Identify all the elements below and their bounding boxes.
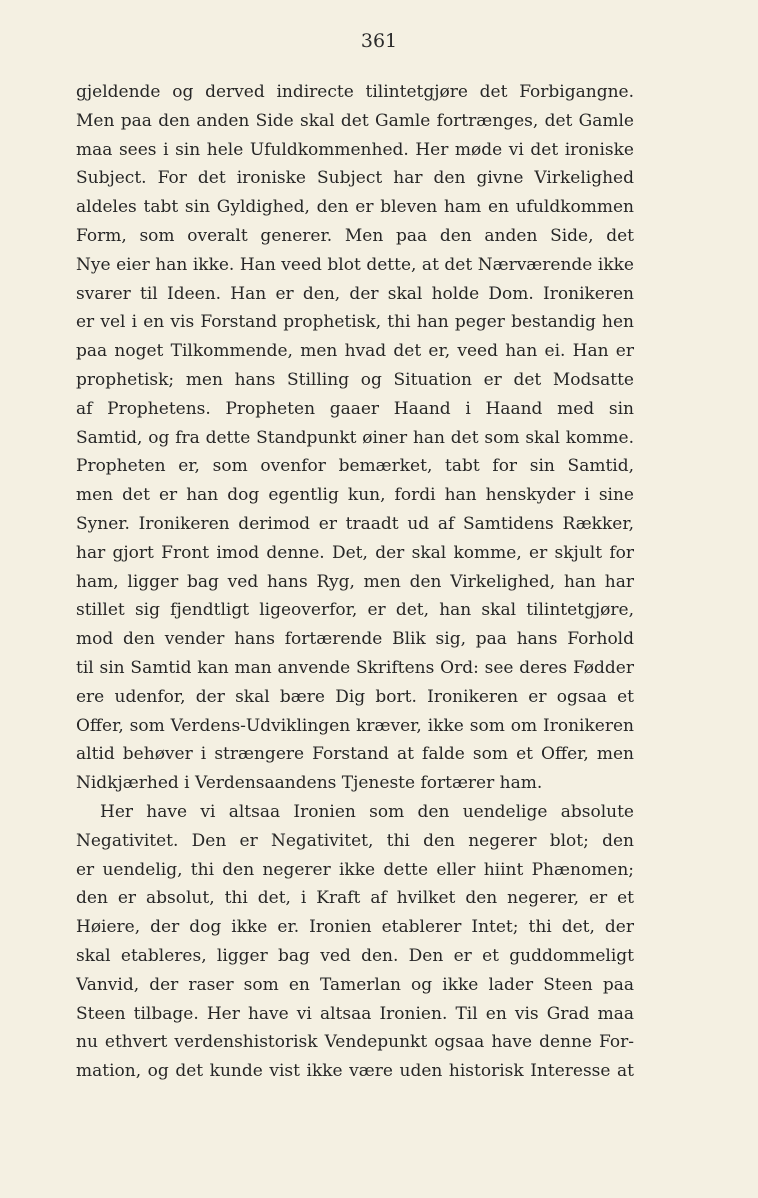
text-line: stillet sig fjendtligt ligeoverfor, er det, han skal tilintetgjøre, <box>76 600 634 621</box>
text-line: ham, ligger bag ved hans Ryg, men den Virkelighed, han har <box>76 571 634 592</box>
text-line: er vel i en vis Forstand prophetisk, thi han peger bestandig hen <box>76 312 634 333</box>
text-line: har gjort Front imod denne. Det, der skal komme, er skjult for <box>76 542 634 563</box>
text-line: mation, og det kunde vist ikke være uden historisk Interesse at <box>76 1061 634 1082</box>
text-line: Offer, som Verdens-Udviklingen kræver, ikke som om Ironikeren <box>76 715 634 736</box>
text-line: ere udenfor, der skal bære Dig bort. Ironikeren er ogsaa et <box>76 686 634 707</box>
text-line: Samtid, og fra dette Standpunkt øiner han det som skal komme. <box>76 427 634 448</box>
text-line: prophetisk; men hans Stilling og Situation er det Modsatte <box>76 369 634 390</box>
text-line: Høiere, der dog ikke er. Ironien etablerer Intet; thi det, der <box>76 917 634 938</box>
text-line: mod den vender hans fortærende Blik sig, paa hans Forhold <box>76 629 634 650</box>
text-line: Propheten er, som ovenfor bemærket, tabt for sin Samtid, <box>76 456 634 477</box>
body-text <box>76 78 634 1086</box>
text-line: Syner. Ironikeren derimod er traadt ud af Samtidens Rækker, <box>76 513 634 534</box>
text-line: nu ethvert verdenshistorisk Vendepunkt ogsaa have denne For- <box>76 1032 634 1053</box>
text-line: Negativitet. Den er Negativitet, thi den negerer blot; den <box>76 830 634 851</box>
text-line: altid behøver i strængere Forstand at falde som et Offer, men <box>76 744 634 765</box>
text-line: Vanvid, der raser som en Tamerlan og ikke lader Steen paa <box>76 974 634 995</box>
text-line: den er absolut, thi det, i Kraft af hvilket den negerer, er et <box>76 888 634 909</box>
text-line: svarer til Ideen. Han er den, der skal holde Dom. Ironikeren <box>76 283 634 304</box>
text-line: Nye eier han ikke. Han veed blot dette, at det Nærværende ikke <box>76 254 634 275</box>
text-line: er uendelig, thi den negerer ikke dette eller hiint Phænomen; <box>76 859 634 880</box>
text-line: Nidkjærhed i Verdensaandens Tjeneste fortærer ham. <box>76 773 543 794</box>
text-line: til sin Samtid kan man anvende Skriftens Ord: see deres Fødder <box>76 657 634 678</box>
text-line: maa sees i sin hele Ufuldkommenhed. Her møde vi det ironiske <box>76 139 634 160</box>
text-line: gjeldende og derved indirecte tilintetgjøre det Forbigangne. <box>76 82 634 102</box>
text-line: Subject. For det ironiske Subject har den givne Virkelighed <box>76 168 634 189</box>
text-line: paa noget Tilkommende, men hvad det er, veed han ei. Han er <box>76 341 634 362</box>
text-line: Men paa den anden Side skal det Gamle fortrænges, det Gamle <box>76 110 634 131</box>
text-line: skal etableres, ligger bag ved den. Den er et guddommeligt <box>76 945 634 966</box>
text-line: Her have vi altsaa Ironien som den uendelige absolute <box>100 801 634 822</box>
text-line: aldeles tabt sin Gyldighed, den er bleven ham en ufuldkommen <box>76 197 634 218</box>
text-line: men det er han dog egentlig kun, fordi han henskyder i sine <box>76 485 634 506</box>
text-line: Steen tilbage. Her have vi altsaa Ironien. Til en vis Grad maa <box>76 1003 634 1024</box>
text-line: Form, som overalt generer. Men paa den anden Side, det <box>76 225 634 246</box>
text-line: af Prophetens. Propheten gaaer Haand i Haand med sin <box>76 398 634 419</box>
page-number: 361 <box>360 30 398 52</box>
